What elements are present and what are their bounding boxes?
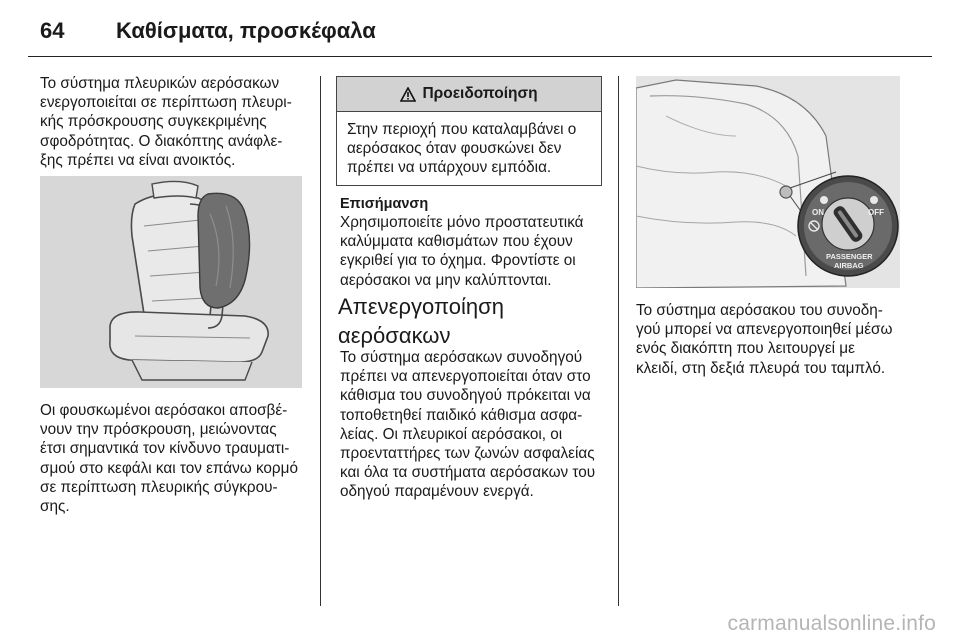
airbag-effect-paragraph: [40, 401, 312, 516]
airbag-switch-illustration: [636, 76, 900, 288]
switch-passenger-label: PASSENGER: [826, 252, 873, 261]
warning-triangle-icon: [400, 87, 416, 102]
column-separator: [618, 76, 619, 606]
text-line: Το σύστημα πλευρικών αερόσακων: [40, 75, 280, 92]
text-line: προενταττήρες των ζωνών ασφαλείας: [340, 445, 595, 463]
text-line: Χρησιμοποιείτε μόνο προστατευτικά: [340, 214, 584, 231]
text-line: κλειδί, στη δεξιά πλευρά του ταμπλό.: [636, 359, 886, 377]
heading-line: αερόσακων: [338, 323, 451, 348]
text-line: Οι φουσκωμένοι αερόσακοι αποσβέ-: [40, 402, 288, 419]
note-title: Επισήμανση: [340, 196, 429, 212]
switch-paragraph: [636, 301, 916, 378]
text-line: και όλα τα συστήματα αερόσακων του: [340, 464, 596, 482]
watermark: carmanualsonline.info: [727, 612, 936, 635]
heading-line: Απενεργοποίηση: [338, 294, 504, 319]
seat-airbag-illustration: [40, 176, 302, 388]
switch-airbag-label: AIRBAG: [834, 261, 864, 270]
text-line: έτσι σημαντικά τον κίνδυνο τραυματι-: [40, 440, 290, 458]
header-rule: [28, 56, 932, 57]
warning-header: [337, 77, 601, 112]
text-line: καλύμματα καθισμάτων που έχουν: [340, 233, 573, 251]
text-line: ενεργοποιείται σε περίπτωση πλευρι-: [40, 94, 292, 112]
text-line: Το σύστημα αερόσακου του συνοδη-: [636, 302, 883, 319]
text-line: οδηγού παραμένουν ενεργά.: [340, 483, 534, 501]
switch-on-label: ON: [812, 208, 824, 217]
text-line: σφοδρότητας. Ο διακόπτης ανάφλε-: [40, 132, 283, 150]
text-line: ενός διακόπτη που λειτουργεί με: [636, 340, 855, 358]
text-line: σμού στο κεφάλι και τον επάνω κορμό: [40, 459, 298, 477]
text-line: λείας. Οι πλευρικοί αερόσακοι, οι: [340, 425, 563, 443]
text-line: πρέπει να υπάρχουν εμπόδια.: [347, 159, 552, 177]
note-text: [340, 213, 612, 290]
warning-title: Προειδοποίηση: [422, 85, 538, 102]
intro-paragraph: [40, 74, 312, 170]
text-line: γού μπορεί να απενεργοποιηθεί μέσω: [636, 321, 893, 339]
text-line: κάθισμα του συνοδηγού πρόκειται να: [340, 387, 591, 405]
deactivation-paragraph: [340, 348, 612, 502]
text-line: αερόσακος όταν φουσκώνει δεν: [347, 140, 562, 158]
seat-side-airbag-icon: [40, 176, 302, 388]
page-title: Καθίσματα, προσκέφαλα: [116, 18, 376, 43]
page-number: 64: [40, 18, 65, 43]
text-line: νουν την πρόσκρουση, μειώνοντας: [40, 421, 277, 439]
text-line: σης.: [40, 498, 70, 516]
section-heading: [338, 292, 608, 350]
text-line: Στην περιοχή που καταλαμβάνει ο: [347, 121, 577, 138]
switch-off-label: OFF: [868, 208, 884, 217]
column-separator: [320, 76, 321, 606]
warning-text: [337, 112, 601, 178]
text-line: ξης πρέπει να είναι ανοικτός.: [40, 151, 236, 169]
text-line: Το σύστημα αερόσακων συνοδηγού: [340, 349, 583, 366]
text-line: τοποθετηθεί παιδικό κάθισμα ασφα-: [340, 406, 583, 424]
text-line: εγκριθεί για το όχημα. Φροντίστε οι: [340, 252, 576, 270]
warning-box: [336, 76, 602, 186]
text-line: κής πρόσκρουσης συγκεκριμένης: [40, 113, 267, 131]
text-line: αερόσακοι να μην καλύπτονται.: [340, 271, 552, 289]
text-line: πρέπει να απενεργοποιείται όταν στο: [340, 368, 591, 386]
text-line: σε περίπτωση πλευρικής σύγκρου-: [40, 478, 278, 496]
